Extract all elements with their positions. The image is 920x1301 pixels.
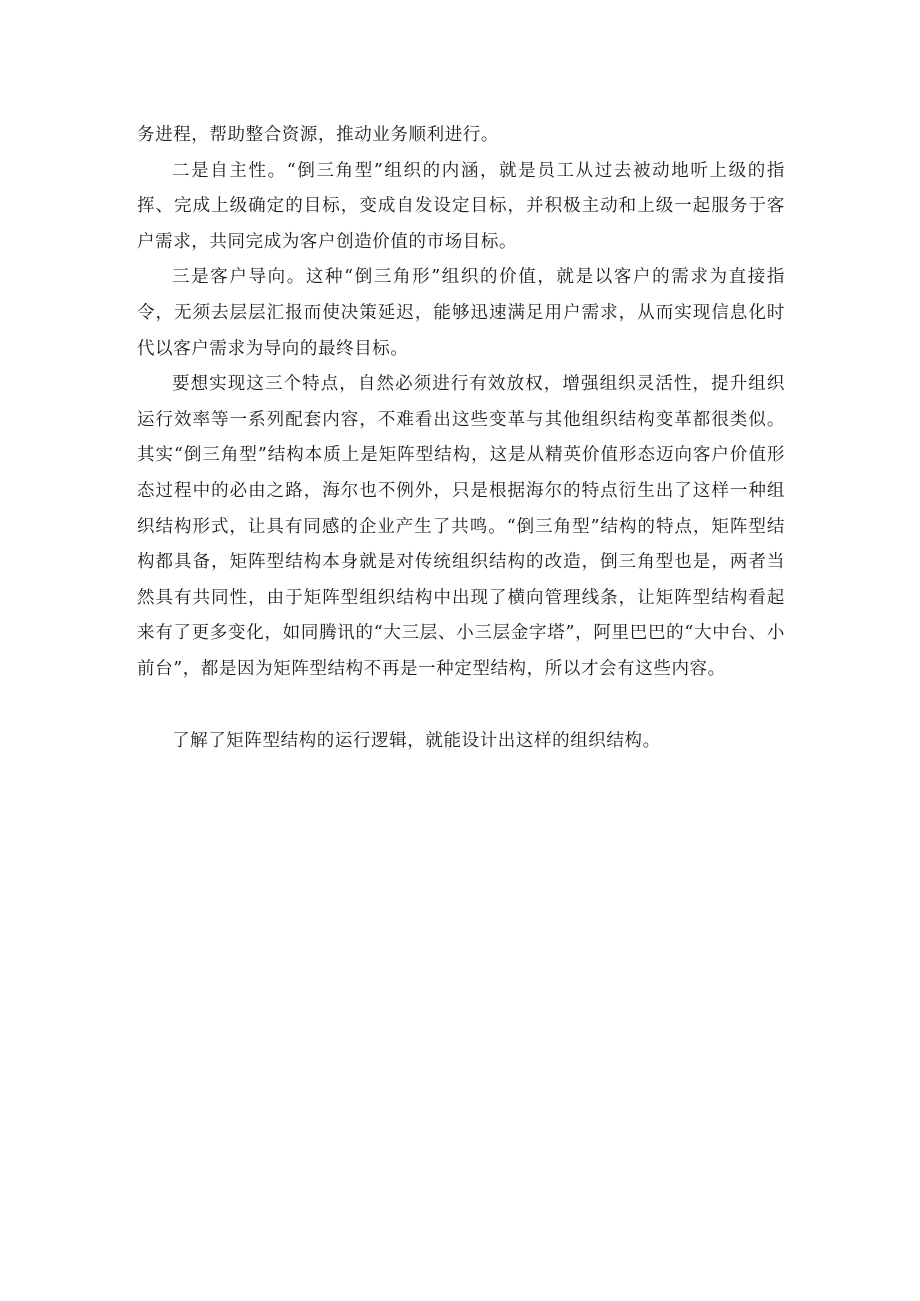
paragraph-matrix-structure: 要想实现这三个特点，自然必须进行有效放权，增强组织灵活性，提升组织运行效率等一系列配套内容，不难看出这些变革与其他组织结构变革都很类似。其实“倒三角型”结构本质上是矩阵型结构，这是从精英价值形态迈向客户价值形态过程中的必由之路，海尔也不例外，只是根据海尔的特点衍生出了这样一种组织结构形式，让具有同感的企业产生了共鸣。“倒三角型”结构的特点，矩阵型结构都具备，矩阵型结构本身就是对传统组织结构的改造，倒三角型也是，两者当然具有共同性，由于矩阵型组织结构中出现了横向管理线条，让矩阵型结构看起来有了更多变化，如同腾讯的“大三层、小三层金字塔”，阿里巴巴的“大中台、小前台”，都是因为矩阵型结构不再是一种定型结构，所以才会有这些内容。 (137, 374, 785, 679)
paragraph-continued: 务进程，帮助整合资源，推动业务顺利进行。 (137, 125, 499, 145)
paragraph-conclusion: 了解了矩阵型结构的运行逻辑，就能设计出这样的组织结构。 (172, 730, 661, 751)
paragraph-customer-orientation: 三是客户导向。这种“倒三角形”组织的价值，就是以客户的需求为直接指令，无须去层层汇报而使决策延迟，能够迅速满足用户需求，从而实现信息化时代以客户需求为导向的最终目标。 (137, 267, 785, 359)
body-text (137, 118, 785, 759)
paragraph-autonomy: 二是自主性。“倒三角型”组织的内涵，就是员工从过去被动地听上级的指挥、完成上级确定的目标，变成自发设定目标，并积极主动和上级一起服务于客户需求，共同完成为客户创造价值的市场目标。 (137, 160, 785, 252)
